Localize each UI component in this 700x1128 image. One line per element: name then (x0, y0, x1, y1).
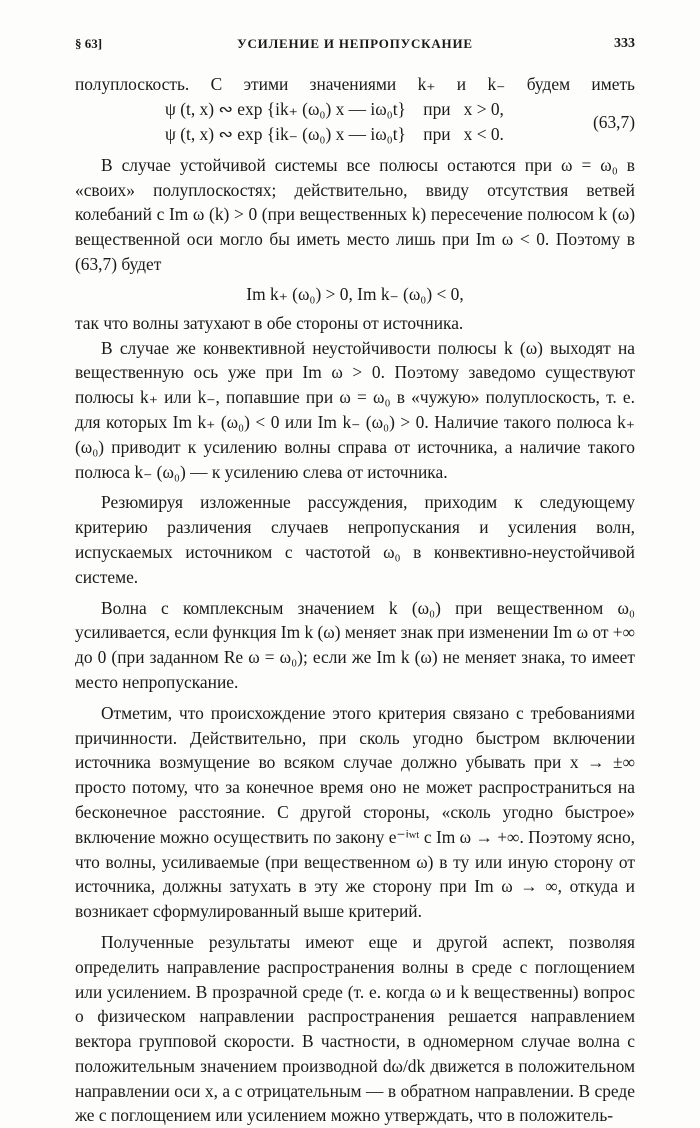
section-marker: § 63] (75, 36, 103, 51)
equation-line-2: ψ (t, x) ∾ exp {ik₋ (ω₀) x — iω₀t} при x < 0. (165, 123, 504, 144)
running-header (75, 36, 635, 58)
book-page (75, 36, 635, 1128)
paragraph-convective: В случае же конвективной неустойчивости полюсы k (ω) выходят на вещественную ось уже при Im ω > 0. Поэтому заведомо существуют полюсы k₊ или k₋, попавшие при ω = ω₀ в «чужую» полуплоскость, т. е. для которых Im k₊ (ω₀) < 0 или Im k₋ (ω₀) > 0. Наличие такого полюса k₊ (ω₀) приводит к усилению волны справа от источника, а наличие такого полюса k₋ (ω₀) — к усилению слева от источника. (75, 337, 635, 482)
intro-line: полуплоскость. С этими значениями k₊ и k₋ будем иметь (75, 74, 635, 94)
paragraph-decay: так что волны затухают в обе стороны от источника. (75, 312, 464, 333)
paragraph-criterion: Волна с комплексным значением k (ω₀) при вещественном ω₀ усиливается, если функция Im k (ω) меняет знак при изменении Im ω от +∞ до 0 (при заданном Re ω = ω₀); если же Im k (ω) не меняет знака, то имеет место непропускание. (75, 597, 635, 692)
paragraph-causality: Отметим, что происхождение этого критерия связано с требованиями причинности. Действительно, при сколь угодно быстром включении источника возмущение во всяком случае должно убывать при x → ±∞ просто потому, что за конечное время оно не может распространиться на бесконечное расстояние. С другой стороны, «сколь угодно быстрое» включение можно осуществить по закону e⁻ⁱʷᵗ с Im ω → +∞. Поэтому ясно, что волны, усиливаемые (при вещественном ω) в ту или иную сторону от источника, должны затухать в эту же сторону при Im ω → ∞, откуда и возникает сформулированный выше критерий. (75, 702, 635, 922)
page-number: 333 (614, 36, 635, 51)
equation-number: (63,7) (592, 111, 635, 132)
paragraph-direction: Полученные результаты имеют еще и другой аспект, позволяя определить направление распространения волны в среде с поглощением или усилением. В прозрачной среде (т. е. когда ω и k вещественны) вопрос о физическом направлении распространения решается направлением вектора групповой скорости. В частности, в одномерном случае волна с положительным значением производной dω/dk движется в положительном направлении оси x, а с отрицательным — в обратном направлении. В среде же с поглощением или усилением можно утверждать, что в положитель- (75, 931, 635, 1126)
chapter-title: УСИЛЕНИЕ И НЕПРОПУСКАНИЕ (237, 36, 473, 51)
paragraph-stable-system: В случае устойчивой системы все полюсы остаются при ω = ω₀ в «своих» полуплоскостях; действительно, ввиду отсутствия ветвей колебаний с Im ω (k) > 0 (при вещественных k) пересечение полюсом k (ω) вещественной оси могло бы иметь место лишь при Im ω < 0. Поэтому в (63,7) будет (75, 154, 635, 274)
equation-line-1: ψ (t, x) ∾ exp {ik₊ (ω₀) x — iω₀t} при x > 0, (165, 98, 504, 119)
equation-inequalities: Im k₊ (ω₀) > 0, Im k₋ (ω₀) < 0, (246, 283, 464, 304)
paragraph-summary: Резюмируя изложенные рассуждения, приходим к следующему критерию различения случаев непропускания и усиления волн, испускаемых источником с частотой ω₀ в конвективно-неустойчивой системе. (75, 492, 635, 587)
equation-63-7 (75, 97, 635, 147)
